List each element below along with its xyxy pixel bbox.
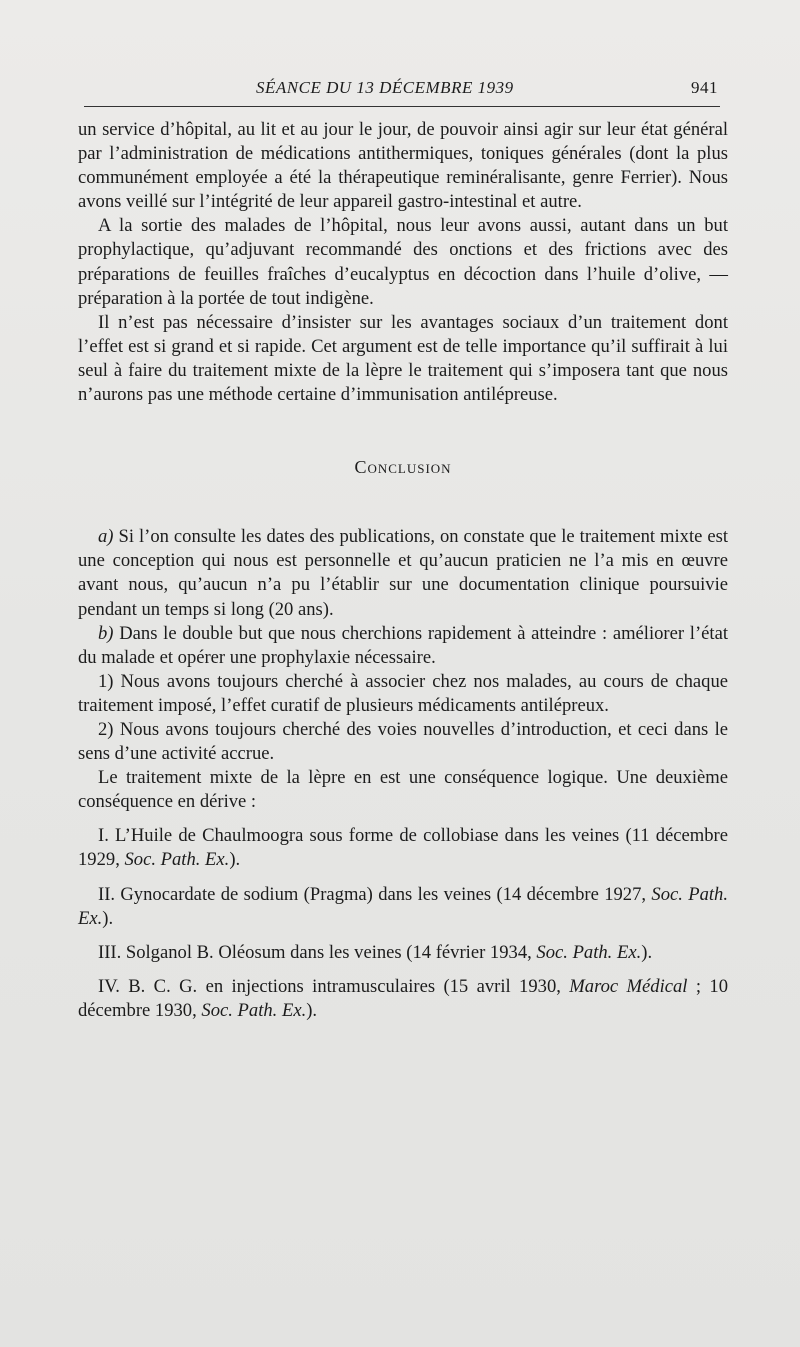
item-text: Dans le double but que nous cherchions rapidement à atteindre : améliorer l’état du malade et opérer une prophylaxie nécessaire.: [78, 622, 728, 668]
header-title: SÉANCE DU 13 DÉCEMBRE 1939: [256, 78, 514, 97]
conclusion-a: [78, 525, 728, 621]
header-rule: [84, 106, 720, 107]
conclusion-item-1: 1) Nous avons toujours cherché à associer chez nos malades, au cours de chaque traitement imposé, l’effet curatif de plusieurs médicaments antilépreux.: [78, 670, 728, 716]
body-text: [78, 118, 728, 1023]
reference-item: IV. B. C. G. en injections intramusculaires (15 avril 1930, Maroc Médical ; 10 décembre 1930, Soc. Path. Ex.).: [78, 975, 728, 1021]
conclusion-item-2: 2) Nous avons toujours cherché des voies nouvelles d’introduction, et ceci dans le sens d’une activité accrue.: [78, 718, 728, 765]
paragraph: Il n’est pas nécessaire d’insister sur les avantages sociaux d’un traitement dont l’effet est si grand et si rapide. Cet argument est de telle importance qu’il suffirait à lui seul à faire du traitement mixte de la lèpre le traitement qui s’imposera tant que nous n’aurons pas une méthode certaine d’immunisation antilépreuse.: [78, 311, 728, 406]
item-label: a): [98, 526, 114, 548]
reference-item: I. L’Huile de Chaulmoogra sous forme de collobiase dans les veines (11 décembre 1929, Soc. Path. Ex.).: [78, 825, 728, 871]
running-header: [78, 78, 718, 102]
reference-item: II. Gynocardate de sodium (Pragma) dans les veines (14 décembre 1927, Soc. Path. Ex.).: [78, 883, 728, 929]
conclusion-consequence: Le traitement mixte de la lèpre en est une conséquence logique. Une deuxième conséquence en dérive :: [78, 767, 728, 813]
paragraph: un service d’hôpital, au lit et au jour le jour, de pouvoir ainsi agir sur leur état général par l’administration de médications antithermiques, toniques générales (dont la plus communément employée a été la thérapeutique reminéralisante, genre Ferrier). Nous avons veillé sur l’intégrité de leur appareil gastro-intestinal et autre.: [78, 119, 728, 213]
reference-item: III. Solganol B. Oléosum dans les veines (14 février 1934, Soc. Path. Ex.).: [98, 941, 653, 963]
item-text: Si l’on consulte les dates des publications, on constate que le traitement mixte est une conception qui nous est personnelle et qu’aucun praticien ne l’a mis en œuvre avant nous, qu’aucun n’a pu l’établir sur une documentation clinique poursuivie pendant un temps si long (20 ans).: [78, 526, 728, 620]
page-number: 941: [691, 78, 718, 97]
item-label: b): [98, 622, 114, 644]
paragraph: A la sortie des malades de l’hôpital, nous leur avons aussi, autant dans un but prophylactique, qu’adjuvant recommandé des onctions et des frictions avec des préparations de feuilles fraîches d’eucalyptus en décoction dans l’huile d’olive, — préparation à la portée de tout indigène.: [78, 215, 728, 309]
section-heading: Conclusion: [354, 457, 452, 478]
conclusion-b: [78, 622, 728, 670]
